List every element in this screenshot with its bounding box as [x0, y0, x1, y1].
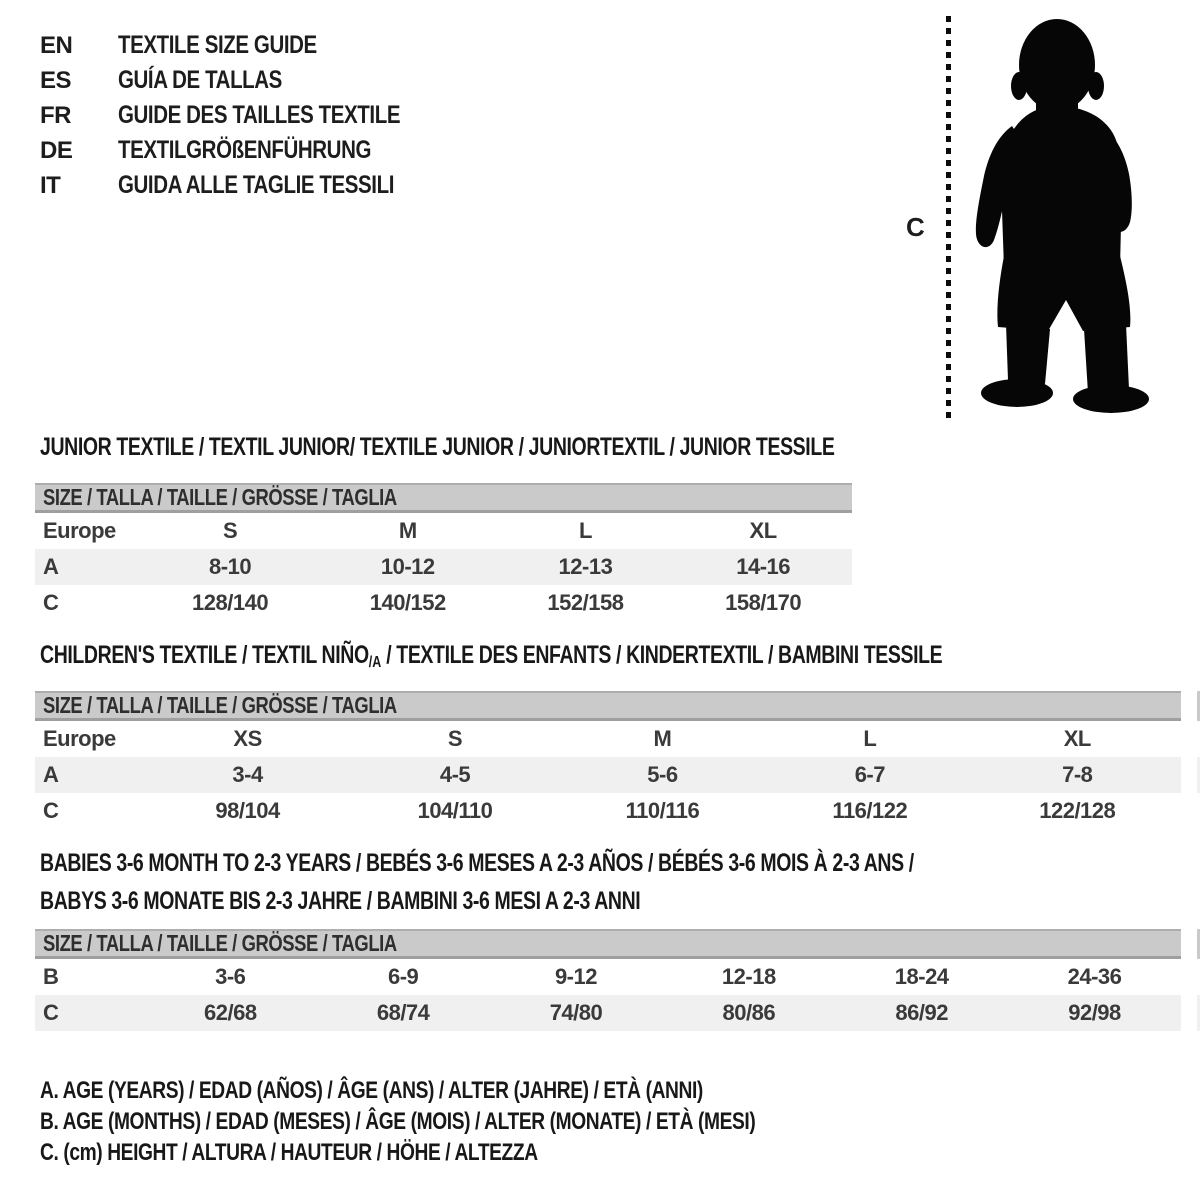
language-row-es	[40, 63, 462, 98]
size-cell: M	[398, 518, 417, 543]
language-code: EN	[40, 31, 73, 59]
height-cell: 68/74	[376, 1000, 430, 1025]
guide-title-en: TEXTILE SIZE GUIDE	[118, 31, 317, 59]
age-cell: 10-12	[380, 554, 435, 579]
children-title-suffix: /A	[368, 654, 382, 671]
height-cell: 80/86	[722, 1000, 776, 1025]
legend-line-a: A. AGE (YEARS) / EDAD (AÑOS) / ÂGE (ANS) / ALTER (JAHRE) / ETÀ (ANNI)	[40, 1077, 703, 1104]
language-code: FR	[40, 101, 71, 129]
size-cell: XL	[1063, 726, 1091, 751]
age-cell: 3-6	[215, 964, 246, 989]
size-cell: M	[653, 726, 672, 751]
junior-size-header-bar	[35, 483, 852, 513]
size-header-label: SIZE / TALLA / TAILLE / GRÖSSE / TAGLIA	[43, 930, 397, 956]
table-row	[35, 757, 1181, 793]
height-measure-label: C	[906, 212, 925, 242]
age-cell: 12-13	[558, 554, 613, 579]
age-cell: 7-8	[1062, 762, 1093, 787]
babies-section-title-line2: BABYS 3-6 MONATE BIS 2-3 JAHRE / BAMBINI 3-6 MESI A 2-3 ANNI	[40, 887, 641, 915]
language-row-de	[40, 133, 462, 168]
guide-title-es: GUÍA DE TALLAS	[118, 66, 282, 94]
guide-title-fr: GUIDE DES TAILLES TEXTILE	[118, 101, 401, 129]
row-label: A	[43, 554, 59, 579]
size-header-label: SIZE / TALLA / TAILLE / GRÖSSE / TAGLIA	[43, 692, 397, 718]
row-label: C	[43, 1000, 59, 1025]
height-cell: 98/104	[215, 798, 280, 823]
row-label: C	[43, 798, 59, 823]
babies-size-table	[35, 929, 1181, 1031]
row-label: Europe	[43, 518, 116, 543]
height-cell: 116/122	[832, 798, 908, 823]
height-cell: 152/158	[547, 590, 624, 615]
height-cell: 110/116	[625, 798, 700, 823]
height-cell: 122/128	[1039, 798, 1116, 823]
age-cell: 5-6	[647, 762, 678, 787]
language-code: ES	[40, 66, 72, 94]
row-label: A	[43, 762, 59, 787]
row-label: C	[43, 590, 59, 615]
size-header-label: SIZE / TALLA / TAILLE / GRÖSSE / TAGLIA	[43, 484, 397, 510]
height-cell: 74/80	[549, 1000, 603, 1025]
table-row	[35, 995, 1181, 1031]
language-row-it	[40, 168, 462, 203]
language-header	[40, 28, 462, 203]
row-label: Europe	[43, 726, 116, 751]
table-row	[35, 793, 1181, 829]
junior-section-title: JUNIOR TEXTILE / TEXTIL JUNIOR/ TEXTILE JUNIOR / JUNIORTEXTIL / JUNIOR TESSILE	[40, 433, 835, 461]
size-cell: S	[222, 518, 238, 543]
language-code: DE	[40, 136, 73, 164]
size-cell: S	[447, 726, 463, 751]
age-cell: 4-5	[439, 762, 471, 787]
age-cell: 24-36	[1067, 964, 1122, 989]
table-row	[35, 513, 852, 549]
language-code: IT	[40, 171, 61, 199]
children-size-table	[35, 691, 1181, 829]
age-cell: 18-24	[894, 964, 949, 989]
age-cell: 6-9	[387, 964, 419, 989]
legend	[40, 1075, 934, 1168]
age-cell: 8-10	[209, 554, 252, 579]
size-cell: XL	[749, 518, 777, 543]
table-row	[35, 549, 852, 585]
table-row	[35, 721, 1181, 757]
legend-line-b: B. AGE (MONTHS) / EDAD (MESES) / ÂGE (MOIS) / ALTER (MONATE) / ETÀ (MESI)	[40, 1108, 756, 1135]
size-cell: L	[578, 518, 592, 543]
age-cell: 12-18	[721, 964, 776, 989]
table-row	[35, 585, 852, 621]
language-row-en	[40, 28, 462, 63]
guide-title-de: TEXTILGRÖßENFÜHRUNG	[118, 136, 372, 164]
guide-title-it: GUIDA ALLE TAGLIE TESSILI	[118, 171, 394, 199]
children-size-header-bar	[35, 691, 1181, 721]
children-section-title	[40, 641, 942, 672]
age-cell: 3-4	[232, 762, 263, 787]
age-cell: 9-12	[554, 964, 597, 989]
height-measure-line	[946, 16, 951, 418]
children-title-pre: CHILDREN'S TEXTILE / TEXTIL NIÑO	[40, 641, 369, 669]
size-cell: L	[863, 726, 877, 751]
babies-section-title-line1: BABIES 3-6 MONTH TO 2-3 YEARS / BEBÉS 3-6 MESES A 2-3 AÑOS / BÉBÉS 3-6 MOIS À 2-3 ANS /	[40, 849, 914, 877]
height-cell: 62/68	[204, 1000, 257, 1025]
height-cell: 140/152	[369, 590, 446, 615]
height-cell: 158/170	[725, 590, 802, 615]
children-title-post: / TEXTILE DES ENFANTS / KINDERTEXTIL / BAMBINI TESSILE	[381, 641, 943, 669]
height-cell: 86/92	[895, 1000, 948, 1025]
height-cell: 128/140	[192, 590, 269, 615]
baby-silhouette	[956, 12, 1156, 422]
age-cell: 6-7	[854, 762, 885, 787]
junior-size-table	[35, 483, 852, 621]
babies-size-header-bar	[35, 929, 1181, 959]
language-row-fr	[40, 98, 462, 133]
size-cell: XS	[233, 726, 262, 751]
height-cell: 104/110	[417, 798, 493, 823]
legend-line-c: C. (cm) HEIGHT / ALTURA / HAUTEUR / HÖHE / ALTEZZA	[40, 1139, 538, 1166]
age-cell: 14-16	[736, 554, 790, 579]
row-label: B	[43, 964, 59, 989]
height-cell: 92/98	[1068, 1000, 1121, 1025]
table-row	[35, 959, 1181, 995]
